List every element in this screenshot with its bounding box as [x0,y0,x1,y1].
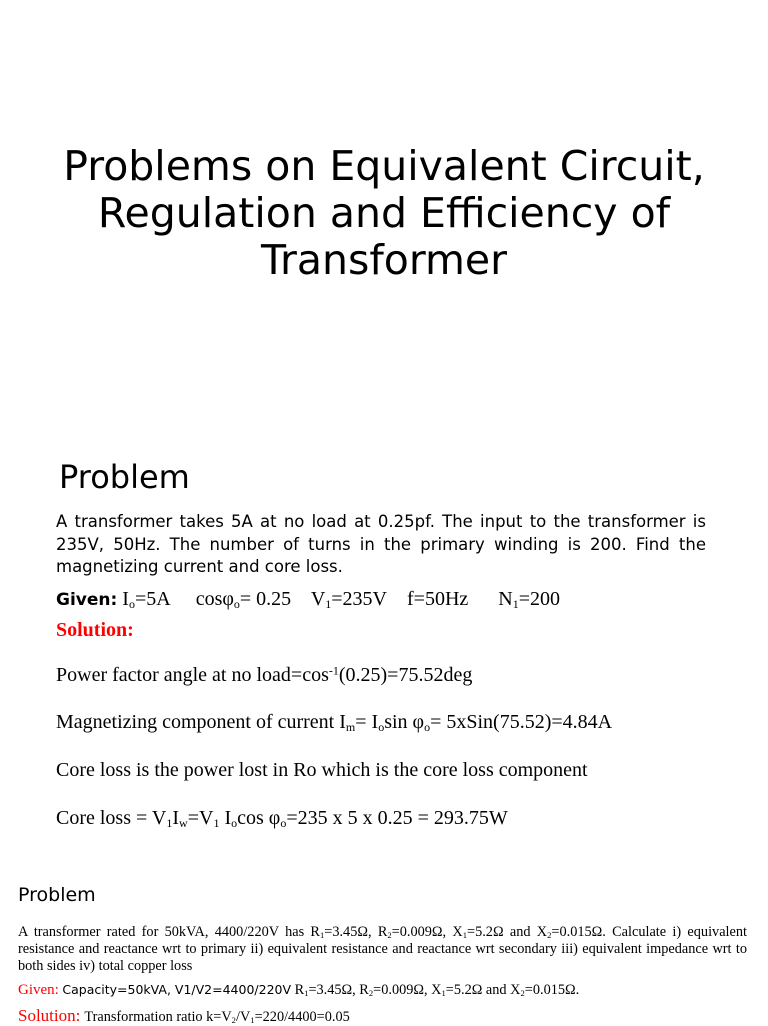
problem2-heading: Problem [18,884,96,906]
problem2-statement: A transformer rated for 50kVA, 4400/220V has $R_1=3.45\Omega$, $R_2=0.009\Omega$, $X_1=5.2\Omega$ and $X_2=0.015\Omega$. Calculate i) equivalent resistance and reactance wrt to primary ii) equivalent resistance and reactance wrt secondary iii) equivalent impedance wrt to both sides iv) total copper loss [18,924,747,974]
problem2-solution: Solution: Transformation ratio $k=V_2/V_1=220/4400=0.05$ [18,1006,350,1026]
problem2-given: Given: Capacity=50kVA, V1/V2=4400/220V $R_1=3.45\Omega$, $R_2=0.009\Omega$, $X_1=5.2\Omega$ and $X_2=0.015\Omega$. [18,982,580,999]
problem2-solution-label: Solution: [18,1006,81,1025]
problem1-heading: Problem [59,458,190,496]
problem1-given [56,588,560,611]
solution-line-magnetizing: Magnetizing component of current $I_m= I_o\sin$ $\varphi_o=$ 5xSin(75.52)=4.84A [56,711,613,734]
given-label: Given: [56,590,118,610]
problem1-statement: A transformer takes 5A at no load at 0.25pf. The input to the transformer is 235V, 50Hz. The number of turns in the primary winding is 200. Find the magnetizing current and core loss. [56,512,706,576]
given-values: $I_o=5A$ cosφ$_o$= 0.25 $V_1=235V$ f=50Hz $N_1=200$ [122,588,561,611]
solution-line-core-loss-desc: Core loss is the power lost in Ro which is the core loss component [56,759,588,781]
slide-title: Problems on Equivalent Circuit, Regulation and Efficiency of Transformer [63,142,705,284]
solution-line-pf-angle: Power factor angle at no $load=\cos^{-1}(0.25)=75.52deg$ [56,663,473,686]
problem2-given-label: Given: [18,982,59,998]
problem1-solution-label: Solution: [56,619,134,641]
solution-line-core-loss: Core loss = $V_1I_w=V_1$ $I_o\cos$ $\varphi_o=235$ x 5 x 0.25 = 293.75W [56,807,508,830]
